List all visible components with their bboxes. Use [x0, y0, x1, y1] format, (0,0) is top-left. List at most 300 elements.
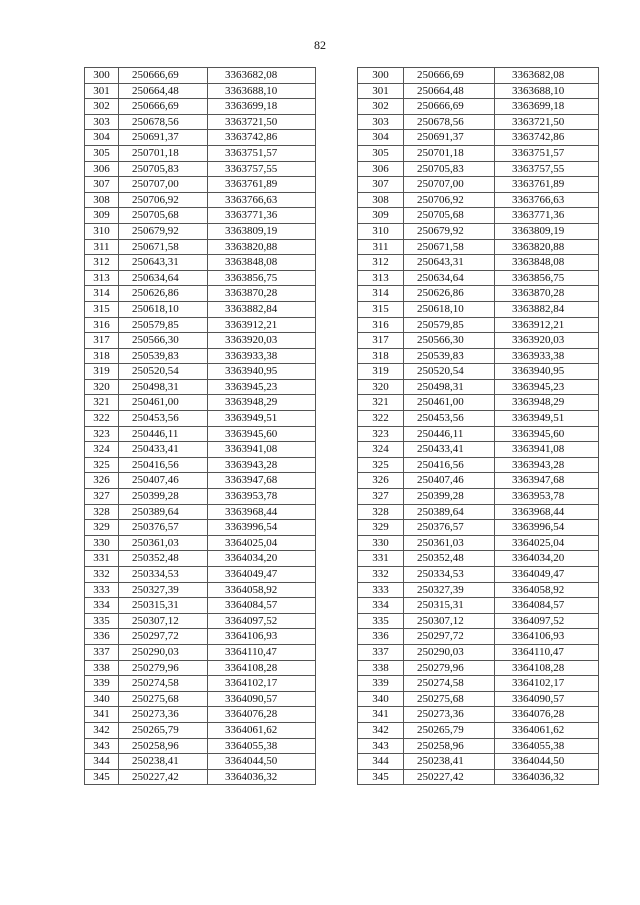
x-coordinate-cell: 250352,48 — [119, 551, 208, 567]
point-number-cell: 317 — [85, 333, 119, 349]
table-row — [358, 130, 599, 146]
table-row — [358, 411, 599, 427]
table-row — [358, 68, 599, 84]
x-coordinate-cell: 250376,57 — [404, 520, 495, 536]
x-coordinate-cell: 250274,58 — [119, 676, 208, 692]
point-number-cell: 308 — [358, 192, 404, 208]
x-coordinate-cell: 250461,00 — [119, 395, 208, 411]
y-coordinate-cell: 3363933,38 — [495, 348, 599, 364]
x-coordinate-cell: 250389,64 — [404, 504, 495, 520]
point-number-cell: 302 — [85, 99, 119, 115]
x-coordinate-cell: 250498,31 — [404, 379, 495, 395]
y-coordinate-cell: 3364034,20 — [495, 551, 599, 567]
x-coordinate-cell: 250666,69 — [119, 68, 208, 84]
point-number-cell: 302 — [358, 99, 404, 115]
y-coordinate-cell: 3364049,47 — [495, 567, 599, 583]
x-coordinate-cell: 250399,28 — [404, 489, 495, 505]
x-coordinate-cell: 250643,31 — [119, 255, 208, 271]
y-coordinate-cell: 3363766,63 — [495, 192, 599, 208]
x-coordinate-cell: 250461,00 — [404, 395, 495, 411]
table-row — [358, 301, 599, 317]
x-coordinate-cell: 250258,96 — [404, 738, 495, 754]
point-number-cell: 324 — [358, 442, 404, 458]
x-coordinate-cell: 250691,37 — [404, 130, 495, 146]
y-coordinate-cell: 3364102,17 — [495, 676, 599, 692]
table-row — [358, 426, 599, 442]
table-body-left — [85, 68, 316, 785]
y-coordinate-cell: 3363945,60 — [208, 426, 316, 442]
x-coordinate-cell: 250290,03 — [119, 644, 208, 660]
table-row — [358, 629, 599, 645]
table-row — [85, 489, 316, 505]
x-coordinate-cell: 250389,64 — [119, 504, 208, 520]
y-coordinate-cell: 3364106,93 — [495, 629, 599, 645]
y-coordinate-cell: 3363968,44 — [208, 504, 316, 520]
y-coordinate-cell: 3363953,78 — [495, 489, 599, 505]
point-number-cell: 303 — [85, 114, 119, 130]
table-row — [85, 629, 316, 645]
point-number-cell: 312 — [85, 255, 119, 271]
x-coordinate-cell: 250666,69 — [119, 99, 208, 115]
point-number-cell: 342 — [85, 722, 119, 738]
table-row — [85, 520, 316, 536]
table-row — [358, 395, 599, 411]
y-coordinate-cell: 3363943,28 — [208, 457, 316, 473]
table-row — [85, 504, 316, 520]
x-coordinate-cell: 250327,39 — [404, 582, 495, 598]
table-row — [85, 208, 316, 224]
point-number-cell: 344 — [85, 754, 119, 770]
point-number-cell: 334 — [85, 598, 119, 614]
x-coordinate-cell: 250275,68 — [404, 691, 495, 707]
x-coordinate-cell: 250705,83 — [404, 161, 495, 177]
y-coordinate-cell: 3363945,23 — [495, 379, 599, 395]
x-coordinate-cell: 250671,58 — [404, 239, 495, 255]
table-row — [85, 691, 316, 707]
point-number-cell: 300 — [85, 68, 119, 84]
table-row — [85, 473, 316, 489]
y-coordinate-cell: 3364102,17 — [208, 676, 316, 692]
point-number-cell: 321 — [358, 395, 404, 411]
y-coordinate-cell: 3363953,78 — [208, 489, 316, 505]
x-coordinate-cell: 250520,54 — [119, 364, 208, 380]
point-number-cell: 330 — [85, 535, 119, 551]
x-coordinate-cell: 250297,72 — [404, 629, 495, 645]
point-number-cell: 332 — [358, 567, 404, 583]
x-coordinate-cell: 250416,56 — [119, 457, 208, 473]
point-number-cell: 301 — [358, 83, 404, 99]
table-row — [85, 551, 316, 567]
point-number-cell: 326 — [85, 473, 119, 489]
y-coordinate-cell: 3363751,57 — [208, 145, 316, 161]
y-coordinate-cell: 3363949,51 — [208, 411, 316, 427]
table-row — [85, 348, 316, 364]
point-number-cell: 307 — [358, 177, 404, 193]
x-coordinate-cell: 250327,39 — [119, 582, 208, 598]
point-number-cell: 326 — [358, 473, 404, 489]
point-number-cell: 343 — [358, 738, 404, 754]
page-number: 82 — [314, 38, 326, 52]
table-row — [358, 473, 599, 489]
point-number-cell: 320 — [85, 379, 119, 395]
x-coordinate-cell: 250453,56 — [119, 411, 208, 427]
table-row — [358, 333, 599, 349]
point-number-cell: 340 — [85, 691, 119, 707]
y-coordinate-cell: 3364084,57 — [208, 598, 316, 614]
y-coordinate-cell: 3363949,51 — [495, 411, 599, 427]
x-coordinate-cell: 250315,31 — [119, 598, 208, 614]
y-coordinate-cell: 3363699,18 — [208, 99, 316, 115]
x-coordinate-cell: 250706,92 — [404, 192, 495, 208]
y-coordinate-cell: 3364055,38 — [495, 738, 599, 754]
table-row — [85, 99, 316, 115]
y-coordinate-cell: 3363761,89 — [208, 177, 316, 193]
table-row — [85, 676, 316, 692]
point-number-cell: 322 — [358, 411, 404, 427]
y-coordinate-cell: 3364061,62 — [208, 722, 316, 738]
x-coordinate-cell: 250539,83 — [119, 348, 208, 364]
point-number-cell: 331 — [358, 551, 404, 567]
y-coordinate-cell: 3363933,38 — [208, 348, 316, 364]
y-coordinate-cell: 3364097,52 — [208, 613, 316, 629]
x-coordinate-cell: 250634,64 — [119, 270, 208, 286]
point-number-cell: 304 — [85, 130, 119, 146]
x-coordinate-cell: 250433,41 — [119, 442, 208, 458]
point-number-cell: 329 — [85, 520, 119, 536]
y-coordinate-cell: 3364058,92 — [208, 582, 316, 598]
point-number-cell: 306 — [358, 161, 404, 177]
y-coordinate-cell: 3363771,36 — [208, 208, 316, 224]
x-coordinate-cell: 250666,69 — [404, 68, 495, 84]
point-number-cell: 309 — [358, 208, 404, 224]
x-coordinate-cell: 250701,18 — [404, 145, 495, 161]
x-coordinate-cell: 250265,79 — [119, 722, 208, 738]
y-coordinate-cell: 3363870,28 — [495, 286, 599, 302]
y-coordinate-cell: 3364025,04 — [208, 535, 316, 551]
point-number-cell: 317 — [358, 333, 404, 349]
point-number-cell: 339 — [358, 676, 404, 692]
x-coordinate-cell: 250273,36 — [404, 707, 495, 723]
table-body-right — [358, 68, 599, 785]
y-coordinate-cell: 3363947,68 — [208, 473, 316, 489]
y-coordinate-cell: 3363688,10 — [208, 83, 316, 99]
y-coordinate-cell: 3363941,08 — [495, 442, 599, 458]
x-coordinate-cell: 250227,42 — [119, 769, 208, 785]
y-coordinate-cell: 3364058,92 — [495, 582, 599, 598]
table-row — [358, 504, 599, 520]
point-number-cell: 330 — [358, 535, 404, 551]
x-coordinate-cell: 250679,92 — [404, 223, 495, 239]
y-coordinate-cell: 3363766,63 — [208, 192, 316, 208]
y-coordinate-cell: 3363809,19 — [495, 223, 599, 239]
point-number-cell: 305 — [358, 145, 404, 161]
y-coordinate-cell: 3363882,84 — [495, 301, 599, 317]
x-coordinate-cell: 250258,96 — [119, 738, 208, 754]
table-row — [358, 255, 599, 271]
x-coordinate-cell: 250626,86 — [119, 286, 208, 302]
point-number-cell: 321 — [85, 395, 119, 411]
x-coordinate-cell: 250275,68 — [119, 691, 208, 707]
x-coordinate-cell: 250279,96 — [404, 660, 495, 676]
point-number-cell: 336 — [358, 629, 404, 645]
table-row — [85, 161, 316, 177]
table-row — [358, 270, 599, 286]
point-number-cell: 335 — [85, 613, 119, 629]
table-row — [85, 83, 316, 99]
x-coordinate-cell: 250707,00 — [404, 177, 495, 193]
table-row — [85, 707, 316, 723]
table-row — [358, 489, 599, 505]
x-coordinate-cell: 250664,48 — [119, 83, 208, 99]
table-row — [358, 644, 599, 660]
y-coordinate-cell: 3364076,28 — [495, 707, 599, 723]
y-coordinate-cell: 3364044,50 — [495, 754, 599, 770]
x-coordinate-cell: 250705,68 — [119, 208, 208, 224]
y-coordinate-cell: 3363882,84 — [208, 301, 316, 317]
x-coordinate-cell: 250706,92 — [119, 192, 208, 208]
y-coordinate-cell: 3363682,08 — [495, 68, 599, 84]
point-number-cell: 333 — [85, 582, 119, 598]
y-coordinate-cell: 3363688,10 — [495, 83, 599, 99]
point-number-cell: 316 — [358, 317, 404, 333]
x-coordinate-cell: 250618,10 — [119, 301, 208, 317]
y-coordinate-cell: 3364055,38 — [208, 738, 316, 754]
table-row — [85, 660, 316, 676]
x-coordinate-cell: 250433,41 — [404, 442, 495, 458]
point-number-cell: 337 — [358, 644, 404, 660]
table-row — [85, 754, 316, 770]
point-number-cell: 327 — [85, 489, 119, 505]
point-number-cell: 337 — [85, 644, 119, 660]
y-coordinate-cell: 3363948,29 — [495, 395, 599, 411]
table-row — [358, 582, 599, 598]
x-coordinate-cell: 250361,03 — [404, 535, 495, 551]
y-coordinate-cell: 3364034,20 — [208, 551, 316, 567]
point-number-cell: 318 — [358, 348, 404, 364]
table-row — [358, 99, 599, 115]
x-coordinate-cell: 250671,58 — [119, 239, 208, 255]
x-coordinate-cell: 250643,31 — [404, 255, 495, 271]
table-row — [358, 348, 599, 364]
x-coordinate-cell: 250446,11 — [119, 426, 208, 442]
table-row — [85, 722, 316, 738]
x-coordinate-cell: 250626,86 — [404, 286, 495, 302]
table-row — [85, 644, 316, 660]
x-coordinate-cell: 250376,57 — [119, 520, 208, 536]
x-coordinate-cell: 250416,56 — [404, 457, 495, 473]
y-coordinate-cell: 3364090,57 — [208, 691, 316, 707]
table-row — [358, 676, 599, 692]
x-coordinate-cell: 250498,31 — [119, 379, 208, 395]
table-row — [85, 411, 316, 427]
x-coordinate-cell: 250238,41 — [404, 754, 495, 770]
point-number-cell: 314 — [85, 286, 119, 302]
x-coordinate-cell: 250265,79 — [404, 722, 495, 738]
table-row — [85, 567, 316, 583]
y-coordinate-cell: 3364049,47 — [208, 567, 316, 583]
y-coordinate-cell: 3364097,52 — [495, 613, 599, 629]
x-coordinate-cell: 250334,53 — [119, 567, 208, 583]
point-number-cell: 314 — [358, 286, 404, 302]
point-number-cell: 345 — [358, 769, 404, 785]
point-number-cell: 325 — [85, 457, 119, 473]
y-coordinate-cell: 3363947,68 — [495, 473, 599, 489]
point-number-cell: 319 — [85, 364, 119, 380]
coordinates-table-right — [357, 67, 599, 785]
x-coordinate-cell: 250707,00 — [119, 177, 208, 193]
table-row — [358, 691, 599, 707]
point-number-cell: 328 — [358, 504, 404, 520]
table-row — [85, 114, 316, 130]
table-row — [85, 426, 316, 442]
y-coordinate-cell: 3364076,28 — [208, 707, 316, 723]
x-coordinate-cell: 250678,56 — [404, 114, 495, 130]
y-coordinate-cell: 3364044,50 — [208, 754, 316, 770]
table-row — [358, 161, 599, 177]
x-coordinate-cell: 250453,56 — [404, 411, 495, 427]
table-row — [358, 223, 599, 239]
y-coordinate-cell: 3363751,57 — [495, 145, 599, 161]
table-row — [358, 83, 599, 99]
x-coordinate-cell: 250399,28 — [119, 489, 208, 505]
point-number-cell: 313 — [85, 270, 119, 286]
table-row — [358, 317, 599, 333]
y-coordinate-cell: 3363856,75 — [495, 270, 599, 286]
table-row — [85, 582, 316, 598]
point-number-cell: 338 — [85, 660, 119, 676]
y-coordinate-cell: 3363912,21 — [495, 317, 599, 333]
point-number-cell: 323 — [85, 426, 119, 442]
y-coordinate-cell: 3364106,93 — [208, 629, 316, 645]
point-number-cell: 309 — [85, 208, 119, 224]
y-coordinate-cell: 3363945,23 — [208, 379, 316, 395]
y-coordinate-cell: 3364084,57 — [495, 598, 599, 614]
x-coordinate-cell: 250238,41 — [119, 754, 208, 770]
point-number-cell: 338 — [358, 660, 404, 676]
point-number-cell: 335 — [358, 613, 404, 629]
point-number-cell: 328 — [85, 504, 119, 520]
table-row — [358, 286, 599, 302]
x-coordinate-cell: 250361,03 — [119, 535, 208, 551]
y-coordinate-cell: 3363757,55 — [495, 161, 599, 177]
x-coordinate-cell: 250520,54 — [404, 364, 495, 380]
y-coordinate-cell: 3363809,19 — [208, 223, 316, 239]
table-row — [85, 395, 316, 411]
point-number-cell: 315 — [358, 301, 404, 317]
table-row — [358, 177, 599, 193]
table-row — [358, 145, 599, 161]
x-coordinate-cell: 250618,10 — [404, 301, 495, 317]
point-number-cell: 343 — [85, 738, 119, 754]
table-row — [85, 270, 316, 286]
point-number-cell: 342 — [358, 722, 404, 738]
x-coordinate-cell: 250705,68 — [404, 208, 495, 224]
y-coordinate-cell: 3363848,08 — [208, 255, 316, 271]
table-row — [85, 177, 316, 193]
table-row — [358, 192, 599, 208]
table-row — [85, 192, 316, 208]
y-coordinate-cell: 3363996,54 — [208, 520, 316, 536]
point-number-cell: 336 — [85, 629, 119, 645]
y-coordinate-cell: 3363940,95 — [208, 364, 316, 380]
table-row — [85, 535, 316, 551]
point-number-cell: 339 — [85, 676, 119, 692]
table-row — [358, 520, 599, 536]
y-coordinate-cell: 3363856,75 — [208, 270, 316, 286]
x-coordinate-cell: 250566,30 — [404, 333, 495, 349]
y-coordinate-cell: 3363682,08 — [208, 68, 316, 84]
x-coordinate-cell: 250446,11 — [404, 426, 495, 442]
y-coordinate-cell: 3363742,86 — [208, 130, 316, 146]
y-coordinate-cell: 3364025,04 — [495, 535, 599, 551]
point-number-cell: 323 — [358, 426, 404, 442]
table-row — [85, 286, 316, 302]
y-coordinate-cell: 3363699,18 — [495, 99, 599, 115]
point-number-cell: 331 — [85, 551, 119, 567]
point-number-cell: 310 — [358, 223, 404, 239]
point-number-cell: 313 — [358, 270, 404, 286]
point-number-cell: 304 — [358, 130, 404, 146]
x-coordinate-cell: 250279,96 — [119, 660, 208, 676]
point-number-cell: 341 — [358, 707, 404, 723]
table-row — [85, 223, 316, 239]
table-row — [85, 598, 316, 614]
point-number-cell: 334 — [358, 598, 404, 614]
x-coordinate-cell: 250579,85 — [119, 317, 208, 333]
x-coordinate-cell: 250679,92 — [119, 223, 208, 239]
x-coordinate-cell: 250273,36 — [119, 707, 208, 723]
y-coordinate-cell: 3363945,60 — [495, 426, 599, 442]
point-number-cell: 310 — [85, 223, 119, 239]
point-number-cell: 303 — [358, 114, 404, 130]
y-coordinate-cell: 3364090,57 — [495, 691, 599, 707]
x-coordinate-cell: 250315,31 — [404, 598, 495, 614]
y-coordinate-cell: 3364110,47 — [495, 644, 599, 660]
x-coordinate-cell: 250274,58 — [404, 676, 495, 692]
table-row — [85, 613, 316, 629]
point-number-cell: 324 — [85, 442, 119, 458]
y-coordinate-cell: 3363820,88 — [495, 239, 599, 255]
table-row — [358, 114, 599, 130]
point-number-cell: 301 — [85, 83, 119, 99]
point-number-cell: 340 — [358, 691, 404, 707]
x-coordinate-cell: 250334,53 — [404, 567, 495, 583]
table-row — [358, 722, 599, 738]
table-row — [358, 442, 599, 458]
x-coordinate-cell: 250307,12 — [404, 613, 495, 629]
point-number-cell: 307 — [85, 177, 119, 193]
point-number-cell: 305 — [85, 145, 119, 161]
table-row — [358, 567, 599, 583]
table-row — [358, 535, 599, 551]
x-coordinate-cell: 250705,83 — [119, 161, 208, 177]
point-number-cell: 308 — [85, 192, 119, 208]
table-row — [358, 364, 599, 380]
x-coordinate-cell: 250701,18 — [119, 145, 208, 161]
x-coordinate-cell: 250566,30 — [119, 333, 208, 349]
y-coordinate-cell: 3364036,32 — [208, 769, 316, 785]
point-number-cell: 318 — [85, 348, 119, 364]
y-coordinate-cell: 3363757,55 — [208, 161, 316, 177]
table-row — [358, 769, 599, 785]
y-coordinate-cell: 3363941,08 — [208, 442, 316, 458]
x-coordinate-cell: 250678,56 — [119, 114, 208, 130]
table-row — [358, 239, 599, 255]
point-number-cell: 312 — [358, 255, 404, 271]
y-coordinate-cell: 3363761,89 — [495, 177, 599, 193]
y-coordinate-cell: 3364036,32 — [495, 769, 599, 785]
x-coordinate-cell: 250407,46 — [119, 473, 208, 489]
